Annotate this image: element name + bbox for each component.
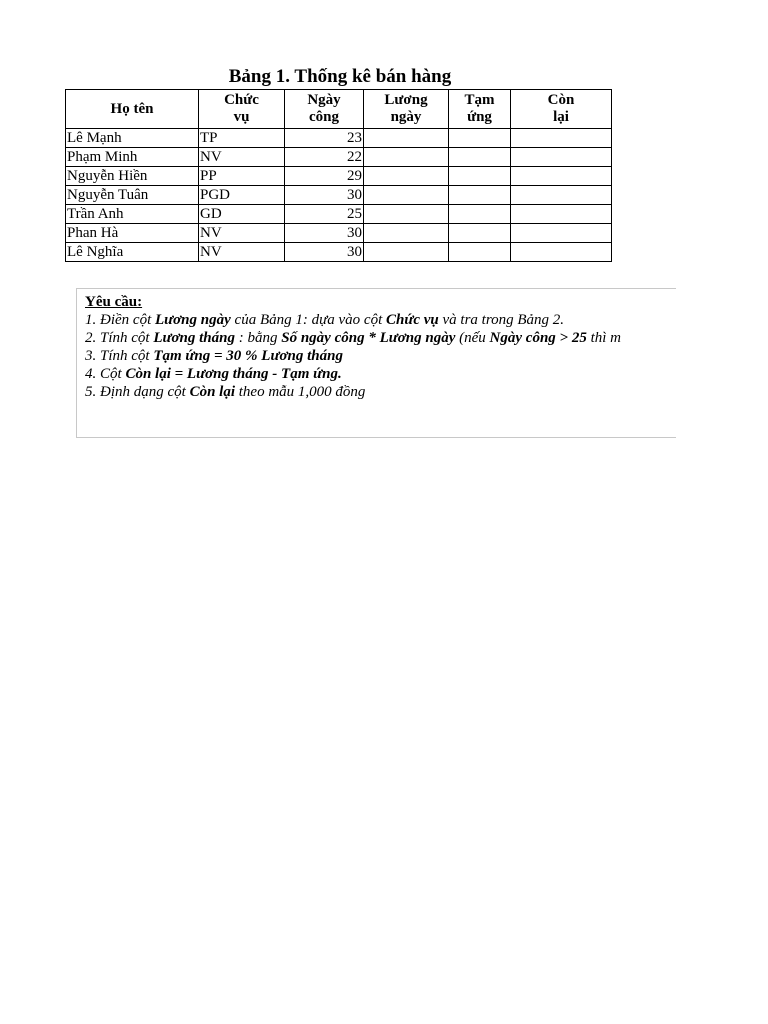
cell-days[interactable]: 29 <box>285 167 364 186</box>
requirement-5: 5. Định dạng cột Còn lại theo mẫu 1,000 đồng <box>85 384 366 400</box>
cell-advance[interactable] <box>449 167 511 186</box>
cell-remaining[interactable] <box>511 205 612 224</box>
cell-days[interactable]: 22 <box>285 148 364 167</box>
cell-name[interactable]: Lê Mạnh <box>66 129 199 148</box>
col-header-advance-line2: ứng <box>467 109 492 125</box>
cell-remaining[interactable] <box>511 186 612 205</box>
cell-remaining[interactable] <box>511 148 612 167</box>
col-header-advance <box>449 90 511 129</box>
cell-days[interactable]: 23 <box>285 129 364 148</box>
cell-name[interactable]: Trần Anh <box>66 205 199 224</box>
cell-advance[interactable] <box>449 243 511 262</box>
col-header-remaining <box>511 90 612 129</box>
cell-name[interactable]: Nguyễn Hiền <box>66 167 199 186</box>
cell-daily-salary[interactable] <box>364 205 449 224</box>
cell-position[interactable]: NV <box>199 148 285 167</box>
col-header-days-line1: Ngày <box>307 92 341 108</box>
cell-name[interactable]: Phạm Minh <box>66 148 199 167</box>
table-row <box>66 129 612 148</box>
table-row <box>66 205 612 224</box>
col-header-remaining-line2: lại <box>553 109 569 125</box>
requirements-heading: Yêu cầu: <box>85 294 143 310</box>
col-header-position-line2: vụ <box>233 109 250 125</box>
cell-position[interactable]: NV <box>199 224 285 243</box>
cell-advance[interactable] <box>449 186 511 205</box>
cell-advance[interactable] <box>449 148 511 167</box>
cell-remaining[interactable] <box>511 224 612 243</box>
cell-position[interactable]: TP <box>199 129 285 148</box>
col-header-days-line2: công <box>309 109 339 125</box>
header-row <box>66 90 612 129</box>
cell-name[interactable]: Phan Hà <box>66 224 199 243</box>
cell-daily-salary[interactable] <box>364 129 449 148</box>
requirement-4: 4. Cột Còn lại = Lương tháng - Tạm ứng. <box>85 366 342 382</box>
col-header-days <box>285 90 364 129</box>
cell-remaining[interactable] <box>511 243 612 262</box>
cell-daily-salary[interactable] <box>364 148 449 167</box>
cell-name[interactable]: Nguyễn Tuân <box>66 186 199 205</box>
col-header-name: Họ tên <box>66 90 199 129</box>
table-title: Bảng 1. Thống kê bán hàng <box>228 66 452 87</box>
cell-advance[interactable] <box>449 129 511 148</box>
cell-advance[interactable] <box>449 205 511 224</box>
cell-position[interactable]: PP <box>199 167 285 186</box>
cell-position[interactable]: GD <box>199 205 285 224</box>
cell-advance[interactable] <box>449 224 511 243</box>
table-row <box>66 186 612 205</box>
cell-position[interactable]: PGD <box>199 186 285 205</box>
cell-days[interactable]: 30 <box>285 186 364 205</box>
requirement-2: 2. Tính cột Lương tháng : bằng Số ngày công * Lương ngày (nếu Ngày công > 25 thì m <box>85 330 622 346</box>
col-header-daily-salary-line2: ngày <box>390 109 422 125</box>
cell-remaining[interactable] <box>511 129 612 148</box>
cell-daily-salary[interactable] <box>364 167 449 186</box>
requirement-3: 3. Tính cột Tạm ứng = 30 % Lương tháng <box>85 348 343 364</box>
requirement-1: 1. Điền cột Lương ngày của Bảng 1: dựa vào cột Chức vụ và tra trong Bảng 2. <box>85 312 565 328</box>
table-row <box>66 167 612 186</box>
col-header-position <box>199 90 285 129</box>
col-header-advance-line1: Tạm <box>464 92 495 108</box>
cell-daily-salary[interactable] <box>364 186 449 205</box>
requirements-box[interactable] <box>76 288 696 438</box>
cell-days[interactable]: 30 <box>285 224 364 243</box>
col-header-remaining-line1: Còn <box>547 92 575 108</box>
col-header-daily-salary-line1: Lương <box>384 92 428 108</box>
table-row <box>66 243 612 262</box>
cell-daily-salary[interactable] <box>364 224 449 243</box>
col-header-position-line1: Chức <box>224 92 259 108</box>
cell-name[interactable]: Lê Nghĩa <box>66 243 199 262</box>
cell-days[interactable]: 30 <box>285 243 364 262</box>
table-row <box>66 224 612 243</box>
cell-days[interactable]: 25 <box>285 205 364 224</box>
page-edge-mask <box>676 286 768 442</box>
cell-remaining[interactable] <box>511 167 612 186</box>
sales-table <box>65 89 612 262</box>
cell-daily-salary[interactable] <box>364 243 449 262</box>
col-header-daily-salary <box>364 90 449 129</box>
cell-position[interactable]: NV <box>199 243 285 262</box>
table-row <box>66 148 612 167</box>
